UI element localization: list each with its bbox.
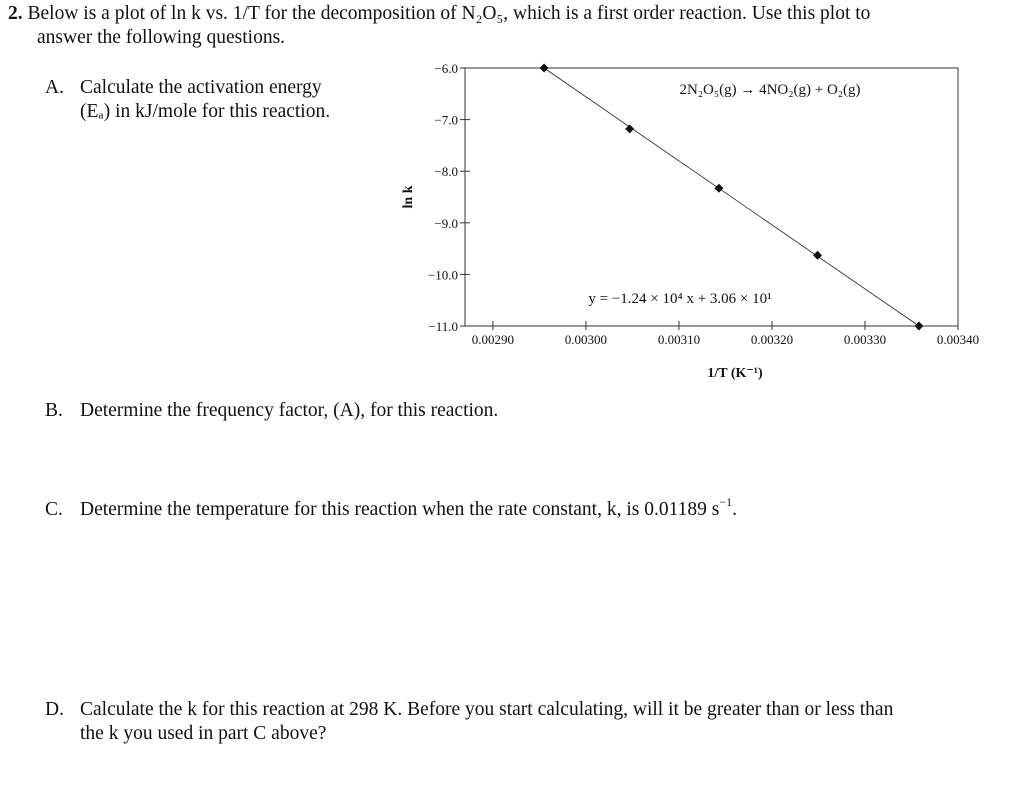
ln-k-vs-inverse-t-chart <box>380 50 1000 390</box>
data-point <box>914 322 923 331</box>
part-a-line1: Calculate the activation energy <box>80 77 322 98</box>
part-d-line2: the k you used in part C above? <box>80 723 327 744</box>
chart-equation: y = −1.24 × 10⁴ x + 3.06 × 10¹ <box>588 291 772 307</box>
y-tick-label: −10.0 <box>427 267 458 283</box>
part-c-line1 <box>45 495 945 522</box>
part-c-letter: C. <box>45 499 63 520</box>
part-b <box>45 399 745 423</box>
part-d-letter: D. <box>45 699 64 720</box>
plot-frame <box>465 68 958 326</box>
y-tick-label: −11.0 <box>428 319 458 334</box>
chart-title: 2N₂O₅(g) → 4NO₂(g) + O₂(g) <box>679 82 861 98</box>
y-tick-label: −8.0 <box>434 164 458 180</box>
question-2 <box>8 2 1008 50</box>
question-text-line2: answer the following questions. <box>37 27 286 48</box>
question-text-line1: Below is a plot of ln k vs. 1/T for the decomposition of N₂O₅, which is a first order reaction. Use this plot to <box>27 3 871 24</box>
part-c-text: Determine the temperature for this reaction when the rate constant, k, is 0.01189 s <box>80 499 720 520</box>
data-point <box>714 184 723 193</box>
part-c <box>45 495 945 522</box>
part-d <box>45 698 1005 746</box>
chart-svg <box>380 50 1000 390</box>
x-tick-label: 0.00320 <box>750 332 794 347</box>
part-b-letter: B. <box>45 400 63 421</box>
y-tick-label: −9.0 <box>434 215 458 231</box>
part-a-letter: A. <box>45 77 64 98</box>
x-tick-label: 0.00330 <box>843 332 887 347</box>
question-number: 2. <box>8 3 23 24</box>
part-b-line1: Determine the frequency factor, (A), for this reaction. <box>80 400 499 421</box>
part-c-end: . <box>732 499 737 520</box>
x-tick-label: 0.00310 <box>657 332 701 347</box>
part-c-unit-exponent: −1 <box>719 495 733 509</box>
x-axis-ticks <box>472 321 979 347</box>
x-tick-label: 0.00290 <box>471 332 515 347</box>
y-axis-ticks <box>428 61 470 334</box>
x-tick-label: 0.00300 <box>564 332 608 347</box>
data-point <box>540 64 549 73</box>
data-point <box>625 124 634 133</box>
part-a-line2: (Eₐ) in kJ/mole for this reaction. <box>80 101 331 122</box>
y-tick-label: −6.0 <box>434 61 458 76</box>
x-axis-label: 1/T (K⁻¹) <box>707 366 763 381</box>
part-d-line1: Calculate the k for this reaction at 298 K. Before you start calculating, will it be greater than or less than <box>80 699 894 720</box>
y-tick-label: −7.0 <box>434 112 458 128</box>
fit-line <box>544 68 919 326</box>
y-axis-label: ln k <box>401 185 416 209</box>
part-a <box>45 76 385 124</box>
x-tick-label: 0.00340 <box>936 332 980 347</box>
